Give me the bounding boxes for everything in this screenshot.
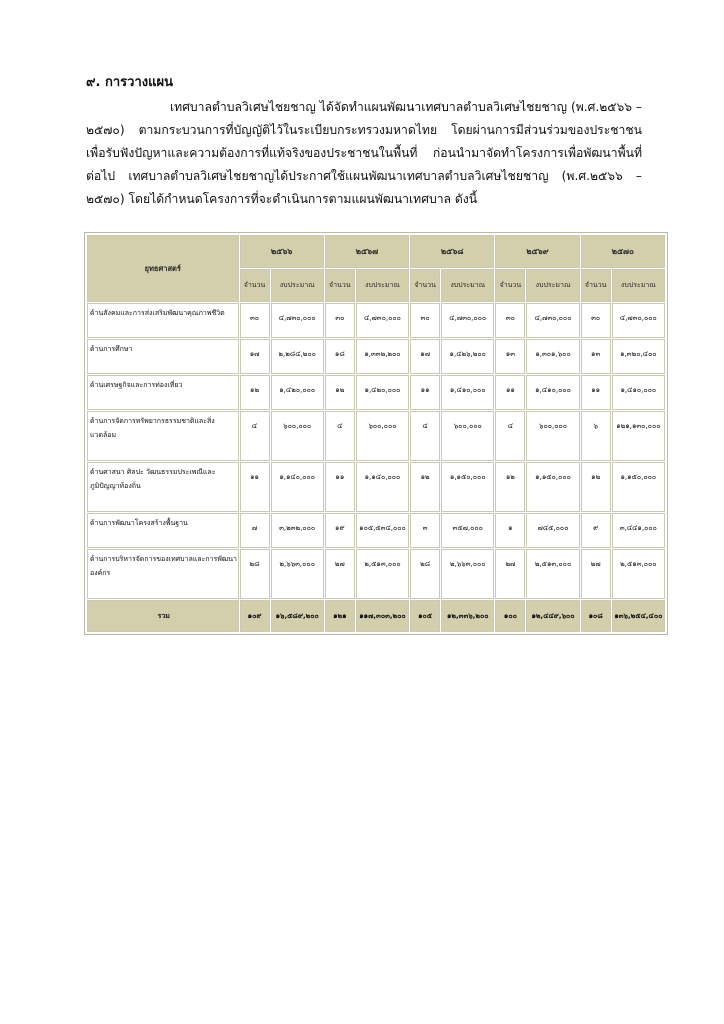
year-header: ๒๕๖๙ <box>495 235 579 268</box>
project-count-cell: ๓๐ <box>240 303 270 338</box>
project-count-cell: ๑๒ <box>495 462 525 512</box>
budget-cell: ๑๐๕,๕๓๔,๐๐๐ <box>356 513 409 548</box>
total-count-cell: ๑๐๐ <box>495 600 525 632</box>
total-count-cell: ๑๐๙ <box>240 600 270 632</box>
budget-cell: ๑,๑๕๐,๐๐๐ <box>441 462 494 512</box>
year-header: ๒๕๖๖ <box>240 235 324 268</box>
budget-header: งบประมาณ <box>441 269 494 302</box>
project-count-cell: ๑ <box>495 513 525 548</box>
project-count-cell: ๖ <box>581 411 611 461</box>
strategy-label: ด้านเศรษฐกิจและการท่องเที่ยว <box>87 375 239 410</box>
section-heading: ๙. การวางแผน <box>86 75 173 90</box>
table-row <box>87 411 665 461</box>
budget-cell: ๖๐๐,๐๐๐ <box>441 411 494 461</box>
budget-cell: ๑,๑๔๐,๐๐๐ <box>356 462 409 512</box>
project-count-cell: ๑๒ <box>240 375 270 410</box>
project-count-cell: ๑๗ <box>240 339 270 374</box>
table-row <box>87 303 665 338</box>
total-budget-cell: ๑๒,๓๓๖,๒๐๐ <box>441 600 494 632</box>
budget-cell: ๔,๗๓๐,๐๐๐ <box>356 303 409 338</box>
table-body <box>87 303 665 632</box>
project-count-cell: ๑๗ <box>410 339 440 374</box>
count-header: จำนวน <box>581 269 611 302</box>
project-count-cell: ๑๑ <box>325 462 355 512</box>
project-count-cell: ๑๓ <box>495 339 525 374</box>
budget-header: งบประมาณ <box>271 269 324 302</box>
budget-cell: ๑,๔๒๐,๐๐๐ <box>356 375 409 410</box>
total-label: รวม <box>87 600 239 632</box>
budget-cell: ๒,๕๑๓,๐๐๐ <box>612 549 665 599</box>
project-count-cell: ๑๘ <box>325 339 355 374</box>
strategy-label: ด้านสังคมและการส่งเสริมพัฒนาคุณภาพชีวิต <box>87 303 239 338</box>
budget-cell: ๑,๑๕๐,๐๐๐ <box>612 462 665 512</box>
budget-cell: ๑,๓๒๐,๔๐๐ <box>612 339 665 374</box>
project-count-cell: ๑๑ <box>495 375 525 410</box>
budget-cell: ๔,๗๓๐,๐๐๐ <box>441 303 494 338</box>
year-header: ๒๕๖๗ <box>325 235 409 268</box>
count-header: จำนวน <box>240 269 270 302</box>
budget-cell: ๑,๓๓๒,๒๐๐ <box>356 339 409 374</box>
project-count-cell: ๑๑ <box>240 462 270 512</box>
budget-cell: ๑,๔๑๐,๐๐๐ <box>526 375 579 410</box>
budget-cell: ๓๕๗,๐๐๐ <box>441 513 494 548</box>
budget-cell: ๔,๗๓๐,๐๐๐ <box>612 303 665 338</box>
budget-cell: ๑๒๑,๑๓๐,๐๐๐ <box>612 411 665 461</box>
total-count-cell: ๑๐๕ <box>410 600 440 632</box>
project-count-cell: ๓ <box>410 513 440 548</box>
project-count-cell: ๑๙ <box>325 513 355 548</box>
budget-cell: ๑,๑๕๐,๐๐๐ <box>526 462 579 512</box>
project-count-cell: ๑๒ <box>410 462 440 512</box>
project-count-cell: ๑๑ <box>410 375 440 410</box>
total-count-cell: ๑๒๑ <box>325 600 355 632</box>
total-budget-cell: ๑๖,๕๘๙,๒๐๐ <box>271 600 324 632</box>
year-header: ๒๕๖๘ <box>410 235 494 268</box>
budget-cell: ๖๐๐,๐๐๐ <box>356 411 409 461</box>
budget-cell: ๒,๒๘๔,๒๐๐ <box>271 339 324 374</box>
count-header: จำนวน <box>325 269 355 302</box>
strategy-label: ด้านการบริหารจัดการของเทศบาลและการพัฒนาองค์กร <box>87 549 239 599</box>
strategy-budget-table-frame <box>84 232 668 635</box>
project-count-cell: ๒๗ <box>495 549 525 599</box>
intro-paragraph-text: เทศบาลตำบลวิเศษไชยชาญ ได้จัดทำแผนพัฒนาเทศบาลตำบลวิเศษไชยชาญ (พ.ศ.๒๕๖๖ – ๒๕๗๐) ตามกระบวนการที่บัญญัติไว้ในระเบียบกระทรวงมหาดไทย โดยผ่านการมีส่วนร่วมของประชาชน เพื่อรับฟังปัญหาและความต้องการที่แท้จริงของประชาชนในพื้นที่ ก่อนนำมาจัดทำโครงการเพื่อพัฒนาพื้นที่ต่อไป เทศบาลตำบลวิเศษไชยชาญได้ประกาศใช้แผนพัฒนาเทศบาลตำบลวิเศษไชยชาญ (พ.ศ.๒๕๖๖ – ๒๕๗๐) โดยได้กำหนดโครงการที่จะดำเนินการตามแผนพัฒนาเทศบาล ดังนี้ <box>86 100 642 206</box>
strategy-label: ด้านการพัฒนาโครงสร้างพื้นฐาน <box>87 513 239 548</box>
project-count-cell: ๔ <box>495 411 525 461</box>
project-count-cell: ๒๗ <box>581 549 611 599</box>
project-count-cell: ๙ <box>581 513 611 548</box>
project-count-cell: ๒๘ <box>240 549 270 599</box>
project-count-cell: ๓๐ <box>581 303 611 338</box>
project-count-cell: ๓๐ <box>325 303 355 338</box>
project-count-cell: ๑๓ <box>581 339 611 374</box>
budget-header: งบประมาณ <box>356 269 409 302</box>
budget-cell: ๗๔๕,๐๐๐ <box>526 513 579 548</box>
strategy-budget-table <box>86 234 666 633</box>
budget-cell: ๑,๔๒๐,๐๐๐ <box>271 375 324 410</box>
project-count-cell: ๓๐ <box>495 303 525 338</box>
project-count-cell: ๒๘ <box>410 549 440 599</box>
total-budget-cell: ๑๒,๔๔๙,๖๐๐ <box>526 600 579 632</box>
year-header: ๒๕๗๐ <box>581 235 665 268</box>
budget-cell: ๑,๔๒๖,๒๐๐ <box>441 339 494 374</box>
strategy-header: ยุทธศาสตร์ <box>87 235 239 302</box>
intro-paragraph <box>86 96 642 211</box>
year-header-row <box>87 235 665 268</box>
strategy-label: ด้านการจัดการทรัพยากรธรรมชาติและสิ่งแวดล้อม <box>87 411 239 461</box>
budget-header: งบประมาณ <box>612 269 665 302</box>
budget-cell: ๑,๔๑๐,๐๐๐ <box>441 375 494 410</box>
budget-cell: ๒,๖๖๓,๐๐๐ <box>441 549 494 599</box>
budget-cell: ๒,๕๑๓,๐๐๐ <box>526 549 579 599</box>
total-row <box>87 600 665 632</box>
budget-cell: ๒,๖๖๓,๐๐๐ <box>271 549 324 599</box>
table-row <box>87 339 665 374</box>
project-count-cell: ๑๑ <box>581 375 611 410</box>
table-row <box>87 462 665 512</box>
total-budget-cell: ๑๓๖,๒๕๔,๔๐๐ <box>612 600 665 632</box>
project-count-cell: ๑๒ <box>325 375 355 410</box>
project-count-cell: ๔ <box>325 411 355 461</box>
budget-cell: ๔,๗๓๐,๐๐๐ <box>271 303 324 338</box>
table-row <box>87 375 665 410</box>
project-count-cell: ๔ <box>240 411 270 461</box>
table-row <box>87 513 665 548</box>
project-count-cell: ๔ <box>410 411 440 461</box>
count-header: จำนวน <box>410 269 440 302</box>
strategy-label: ด้านการศึกษา <box>87 339 239 374</box>
project-count-cell: ๒๗ <box>325 549 355 599</box>
total-budget-cell: ๑๑๗,๓๐๓,๒๐๐ <box>356 600 409 632</box>
budget-cell: ๑,๓๐๑,๖๐๐ <box>526 339 579 374</box>
table-row <box>87 549 665 599</box>
budget-cell: ๓,๒๓๒,๐๐๐ <box>271 513 324 548</box>
budget-cell: ๔,๗๓๐,๐๐๐ <box>526 303 579 338</box>
budget-cell: ๖๐๐,๐๐๐ <box>271 411 324 461</box>
budget-cell: ๑,๑๔๐,๐๐๐ <box>271 462 324 512</box>
budget-cell: ๓,๔๔๑,๐๐๐ <box>612 513 665 548</box>
budget-cell: ๒,๕๑๓,๐๐๐ <box>356 549 409 599</box>
budget-header: งบประมาณ <box>526 269 579 302</box>
count-header: จำนวน <box>495 269 525 302</box>
project-count-cell: ๓๐ <box>410 303 440 338</box>
strategy-label: ด้านศาสนา ศิลปะ วัฒนธรรมประเพณีและภูมิปัญญาท้องถิ่น <box>87 462 239 512</box>
project-count-cell: ๗ <box>240 513 270 548</box>
budget-cell: ๑,๔๑๐,๐๐๐ <box>612 375 665 410</box>
project-count-cell: ๑๒ <box>581 462 611 512</box>
total-count-cell: ๑๐๘ <box>581 600 611 632</box>
budget-cell: ๖๐๐,๐๐๐ <box>526 411 579 461</box>
